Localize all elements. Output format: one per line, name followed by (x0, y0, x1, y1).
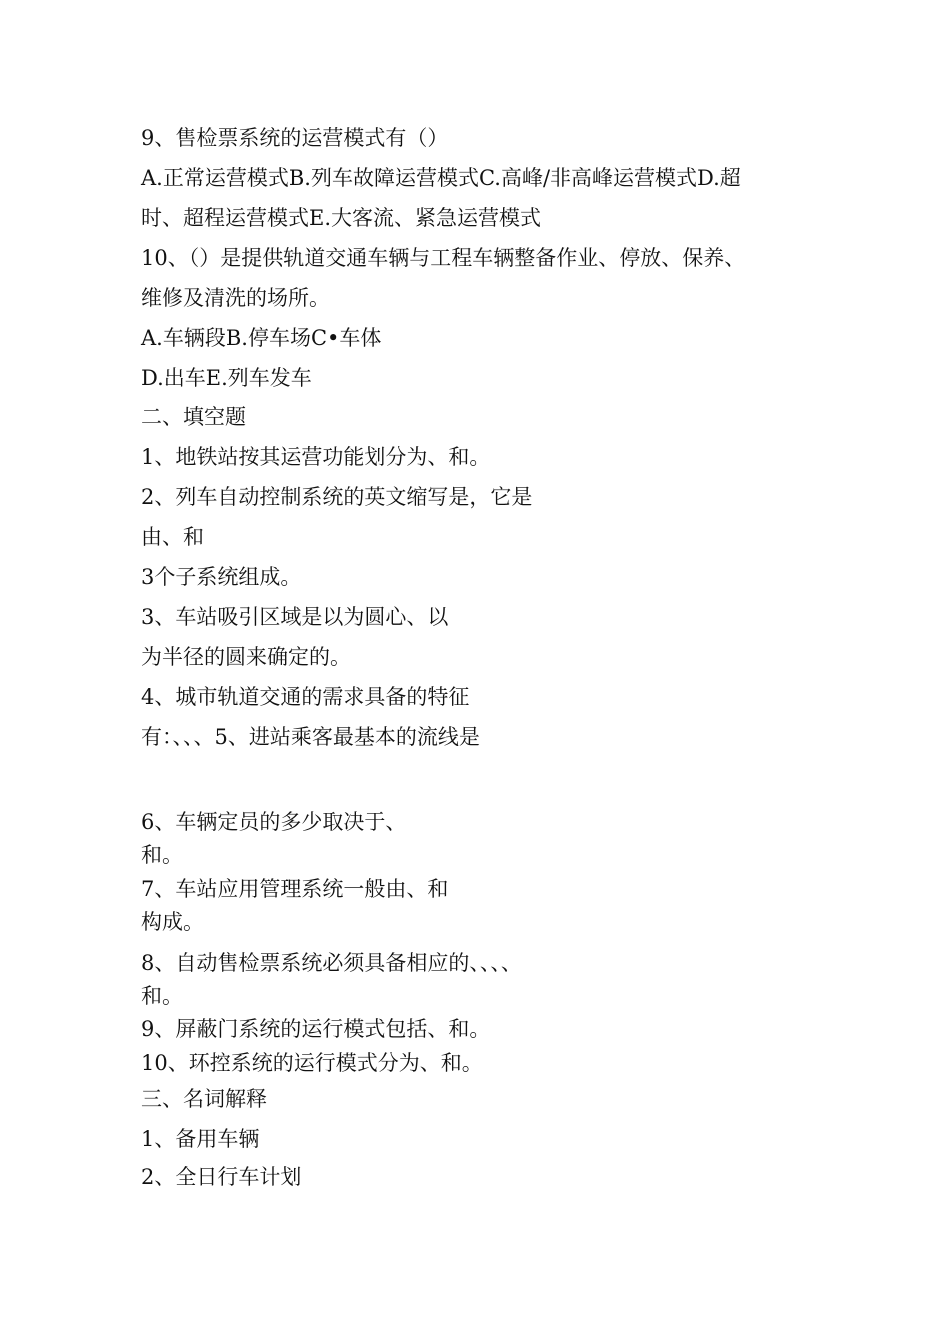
question-10-options-line-1: A.车辆段B.停车场C•车体 (141, 326, 382, 350)
term-question-2: 2、全日行车计划 (141, 1165, 302, 1189)
fill-question-3-line-1: 3、车站吸引区域是以为圆心、以 (141, 605, 449, 629)
fill-question-2-line-2: 由、和 (141, 525, 204, 549)
fill-question-1: 1、地铁站按其运营功能划分为、和。 (141, 445, 491, 469)
fill-question-7-line-1: 7、车站应用管理系统一般由、和 (141, 877, 449, 901)
fill-question-4-5-line: 有：、、、5、进站乘客最基本的流线是 (141, 725, 480, 749)
fill-question-8-line-2: 和。 (141, 984, 183, 1008)
question-10-stem-line-1: 10、（）是提供轨道交通车辆与工程车辆整备作业、停放、保养、 (141, 246, 746, 270)
fill-question-3-line-2: 为半径的圆来确定的。 (141, 645, 351, 669)
fill-question-6-line-1: 6、车辆定员的多少取决于、 (141, 810, 407, 834)
fill-question-8-line-1: 8、自动售检票系统必须具备相应的、、、、 (141, 951, 522, 975)
fill-question-2-line-3: 3个子系统组成。 (141, 565, 302, 589)
question-10-stem-line-2: 维修及清洗的场所。 (141, 286, 330, 310)
fill-question-4-line-1: 4、城市轨道交通的需求具备的特征 (141, 685, 470, 709)
fill-question-9: 9、屏蔽门系统的运行模式包括、和。 (141, 1017, 491, 1041)
question-9-options-line-1: A.正常运营模式B.列车故障运营模式C.高峰/非高峰运营模式D.超 (141, 166, 741, 190)
question-9-stem: 9、售检票系统的运营模式有（） (141, 126, 449, 150)
fill-question-10: 10、环控系统的运行模式分为、和。 (141, 1051, 483, 1075)
section-heading-fill-in: 二、填空题 (141, 405, 246, 429)
question-10-options-line-2: D.出车E.列车发车 (141, 366, 312, 390)
question-9-options-line-2: 时、超程运营模式E.大客流、紧急运营模式 (141, 206, 542, 230)
term-question-1: 1、备用车辆 (141, 1127, 260, 1151)
fill-question-6-line-2: 和。 (141, 843, 183, 867)
fill-question-7-line-2: 构成。 (141, 910, 204, 934)
section-heading-terms: 三、名词解释 (141, 1087, 267, 1111)
fill-question-2-line-1: 2、列车自动控制系统的英文缩写是，它是 (141, 485, 533, 509)
